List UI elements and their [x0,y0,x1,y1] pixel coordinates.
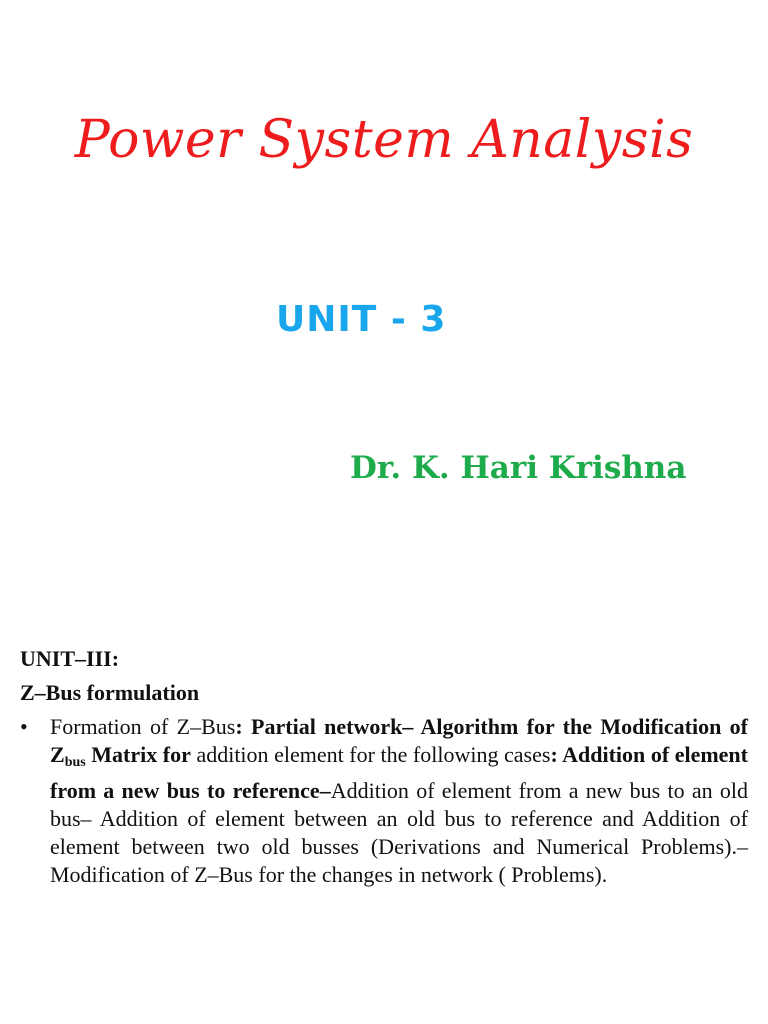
bullet-part-2: : Partial network– Algorithm for the Modification of Z [50,714,748,767]
document-title: Power System Analysis [74,110,694,170]
bullet-part-5: : Addition of element from a new bus to reference– [50,742,748,803]
bullet-text [50,713,748,889]
author-name: Dr. K. Hari Krishna [350,450,687,486]
bullet-part-2-subscript: bus [64,755,86,770]
bullet-part-3: Matrix for [85,742,191,767]
unit-heading: UNIT–III: [20,646,120,671]
bullet-dot: • [20,714,28,739]
unit-label: UNIT - 3 [276,299,447,340]
bullet-part-6: Addition of element from a new bus to an old bus– Addition of element between an old bus to reference and Addition of element between two old busses (Derivations and Numerical Problems).– Modification of Z–Bus for the changes in network ( Problems). [50,778,748,887]
syllabus-bullet [20,713,748,889]
syllabus-section [20,645,748,889]
bullet-part-1: Formation of Z–Bus [50,714,236,739]
bullet-part-4: addition element for the following cases [190,742,551,767]
section-heading: Z–Bus formulation [20,680,200,705]
